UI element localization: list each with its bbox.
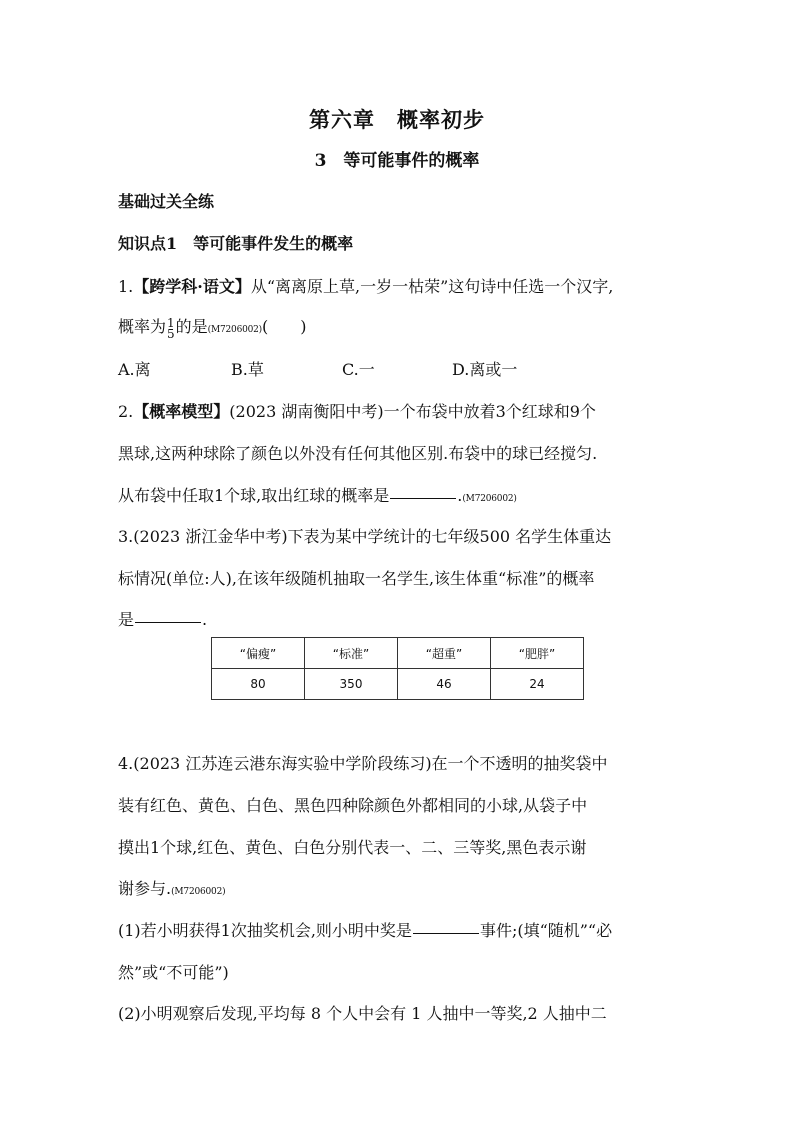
q1-line1 — [118, 274, 613, 297]
q4-sub1 — [118, 918, 612, 941]
exercise-heading: 基础过关全练 — [118, 192, 215, 211]
q1-answer-paren: ( ) — [262, 317, 307, 336]
q2-line2: 黑球,这两种球除了颜色以外没有任何其他区别.布袋中的球已经搅匀. — [118, 444, 598, 463]
q3-line3 — [118, 607, 207, 630]
q2-line3 — [118, 483, 517, 506]
q2-line1 — [118, 399, 596, 422]
table-cell: 24 — [491, 669, 584, 700]
weight-stats-table — [211, 637, 584, 700]
table-header-cell: “偏瘦” — [212, 638, 305, 669]
q4-line4-text: 谢参与. — [118, 879, 172, 898]
q4-sub2: (2)小明观察后发现,平均每 8 个人中会有 1 人抽中一等奖,2 人抽中二 — [118, 1004, 607, 1023]
q4-sub1-text-a: (1)若小明获得1次抽奖机会,则小明中奖是 — [118, 921, 412, 940]
q4-sub1-answer-blank[interactable] — [413, 933, 479, 934]
q1-tag: 【跨学科·语文】 — [133, 277, 251, 296]
table-header-cell: “标准” — [305, 638, 398, 669]
table-header-cell: “超重” — [398, 638, 491, 669]
q2-tag: 【概率模型】 — [133, 402, 230, 421]
q1-fraction — [167, 318, 175, 340]
table-cell: 80 — [212, 669, 305, 700]
q1-text-b1: 概率为 — [118, 317, 167, 336]
q1-code: (M7206002) — [207, 325, 262, 335]
q2-number: 2. — [118, 402, 134, 421]
q2-line3-end: . — [457, 486, 463, 505]
fraction-numerator: 1 — [167, 316, 175, 330]
q1-number: 1. — [118, 277, 134, 296]
q3-line3-text: 是 — [118, 610, 135, 629]
q4-sub1-text-b: 事件;(填“随机”“必 — [479, 921, 613, 940]
q1-option-d: D.离或一 — [452, 360, 518, 379]
q1-text-b2: 的是 — [175, 317, 208, 336]
q1-option-c: C.一 — [342, 360, 375, 379]
table-row — [212, 669, 584, 700]
q4-line1: 4.(2023 江苏连云港东海实验中学阶段练习)在一个不透明的抽奖袋中 — [118, 754, 608, 773]
q2-line3-text: 从布袋中任取1个球,取出红球的概率是 — [118, 486, 390, 505]
table-header-row — [212, 638, 584, 669]
q2-text: (2023 湖南衡阳中考)一个布袋中放着3个红球和9个 — [229, 402, 596, 421]
q4-sub1-continued: 然”或“不可能”) — [118, 963, 229, 982]
fraction-denominator: 5 — [167, 327, 175, 341]
q1-line2 — [118, 314, 307, 340]
q3-line2: 标情况(单位:人),在该年级随机抽取一名学生,该生体重“标准”的概率 — [118, 569, 595, 588]
q3-line1: 3.(2023 浙江金华中考)下表为某中学统计的七年级500 名学生体重达 — [118, 527, 612, 546]
q1-text-a: 从“离离原上草,一岁一枯荣”这句诗中任选一个汉字, — [250, 277, 614, 296]
q2-code: (M7206002) — [462, 494, 517, 504]
chapter-title: 第六章 概率初步 — [309, 107, 485, 132]
q3-answer-blank[interactable] — [135, 622, 201, 623]
knowledge-point-heading: 知识点1 等可能事件发生的概率 — [118, 234, 354, 253]
q2-answer-blank[interactable] — [390, 498, 456, 499]
q1-option-b: B.草 — [231, 360, 264, 379]
table-cell: 350 — [305, 669, 398, 700]
table-cell: 46 — [398, 669, 491, 700]
q4-line3: 摸出1个球,红色、黄色、白色分别代表一、二、三等奖,黑色表示谢 — [118, 838, 587, 857]
section-title: 3 等可能事件的概率 — [314, 151, 480, 171]
q4-line2: 装有红色、黄色、白色、黑色四种除颜色外都相同的小球,从袋子中 — [118, 796, 588, 815]
table-header-cell: “肥胖” — [491, 638, 584, 669]
q1-option-a: A.离 — [118, 360, 151, 379]
q3-line3-end: . — [202, 610, 208, 629]
q4-line4 — [118, 876, 225, 899]
q4-code: (M7206002) — [171, 887, 226, 897]
